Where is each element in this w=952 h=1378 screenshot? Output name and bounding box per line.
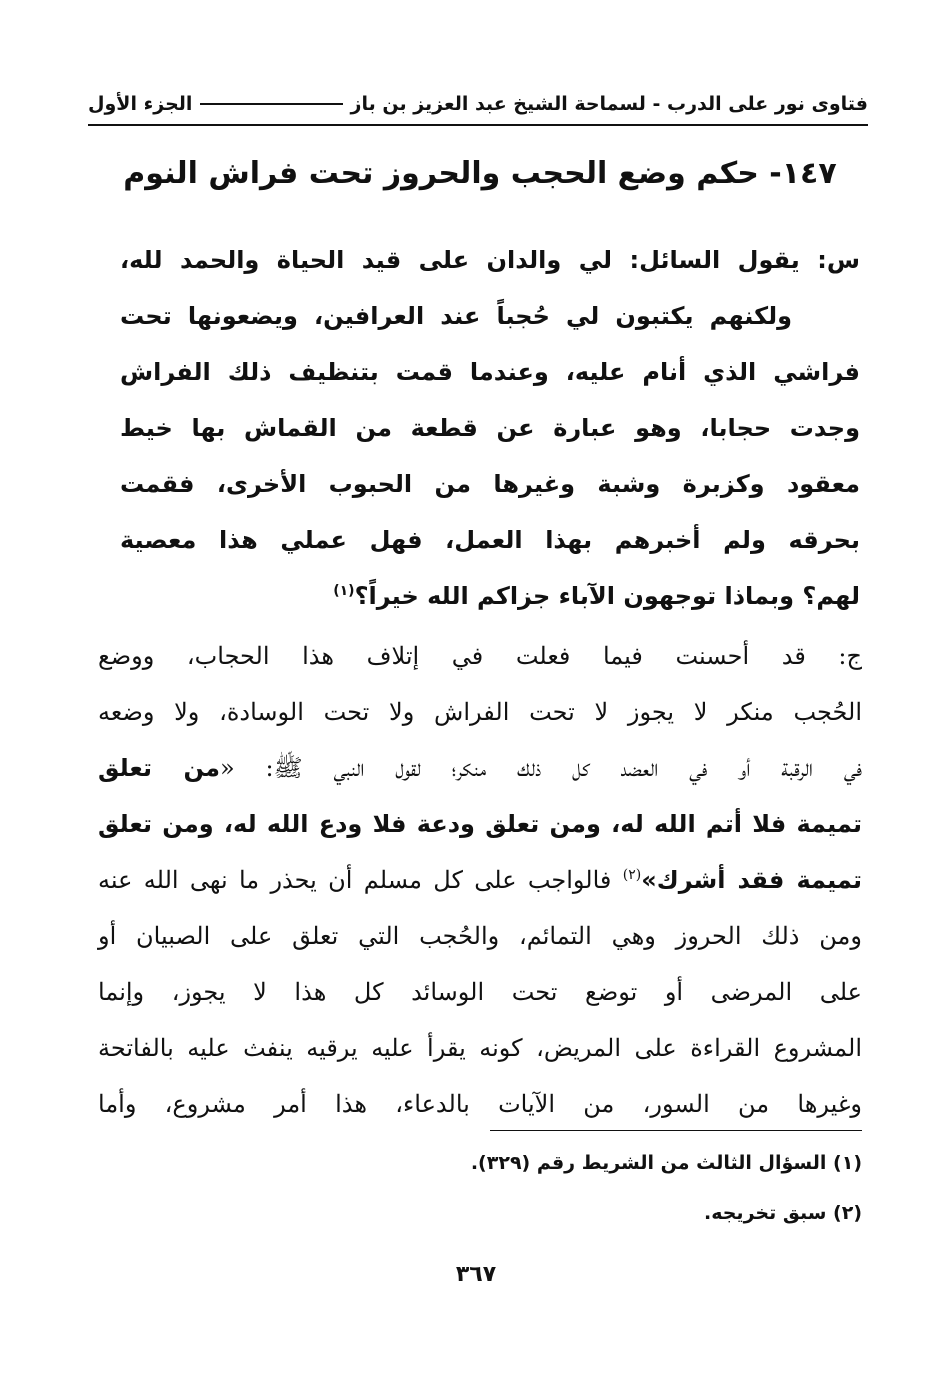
question-line-last [120,568,860,624]
footnote-ref-1: (١) [333,583,355,599]
answer-line: ومن ذلك الحروز وهي التمائم، والحُجب التي تعلق على الصبيان أو [98,922,862,950]
answer-block [98,628,862,1132]
question-line-text: لهم؟ وبماذا توجهون الآباء جزاكم الله خيراً؟ [354,582,860,610]
question-line: بحرقه ولم أخبرهم بهذا العمل، فهل عملي هذا معصية [120,526,860,554]
hadith-line: تميمة فلا أتم الله له، ومن تعلق ودعة فلا ودع الله له، ومن تعلق [98,810,862,838]
question-line: وجدت حجابا، وهو عبارة عن قطعة من القماش بها خيط [120,414,860,442]
footnote-ref-2: (٢) [622,867,642,883]
question-block [120,232,860,624]
footnote-2: (٢) سبق تخريجه. [704,1202,862,1224]
part-label: الجزء الأول [88,93,193,115]
footnote-1: (١) السؤال الثالث من الشريط رقم (٣٢٩). [470,1152,862,1174]
header-rule [200,103,342,105]
answer-line: المشروع القراءة على المريض، كونه يقرأ عليه يرقيه ينفث عليه بالفاتحة [98,1034,862,1062]
running-header [88,84,868,126]
book-title: فتاوى نور على الدرب - لسماحة الشيخ عبد العزيز بن باز [350,93,868,115]
answer-line: وغيرها من السور، من الآيات بالدعاء، هذا أمر مشروع، وأما [98,1090,862,1118]
footnotes [300,1138,862,1238]
question-line: فراشي الذي أنام عليه، وعندما قمت بتنظيف ذلك الفراش [120,358,860,386]
footnote-divider [490,1130,862,1131]
answer-text: في الرقبة أو في العضد كل ذلك منكر؛ لقول النبي ﷺ: « [220,754,862,782]
hadith-text: تميمة فقد أشرك» [641,866,862,894]
answer-line [98,740,862,796]
answer-line: على المرضى أو توضع تحت الوسائد كل هذا لا يجوز، وإنما [98,978,862,1006]
answer-line [98,852,862,908]
answer-line: الحُجب منكر لا يجوز لا تحت الفراش ولا تحت الوسادة، ولا وضعه [98,698,862,726]
answer-text: فالواجب على كل مسلم أن يحذر ما نهى الله عنه [98,866,623,894]
hadith-text: من تعلق [98,754,221,782]
question-line: ولكنهم يكتبون لي حُجباً عند العرافين، ويضعونها تحت [120,302,792,330]
page-number: ٣٦٧ [455,1262,497,1287]
question-line: معقود وكزبرة وشبة وغيرها من الحبوب الأخرى، فقمت [120,470,860,498]
question-line: س: يقول السائل: لي والدان على قيد الحياة والحمد لله، [120,246,860,274]
section-title: ١٤٧- حكم وضع الحجب والحروز تحت فراش النوم [123,156,837,191]
answer-line: ج: قد أحسنت فيما فعلت في إتلاف هذا الحجاب، ووضع [98,642,863,670]
